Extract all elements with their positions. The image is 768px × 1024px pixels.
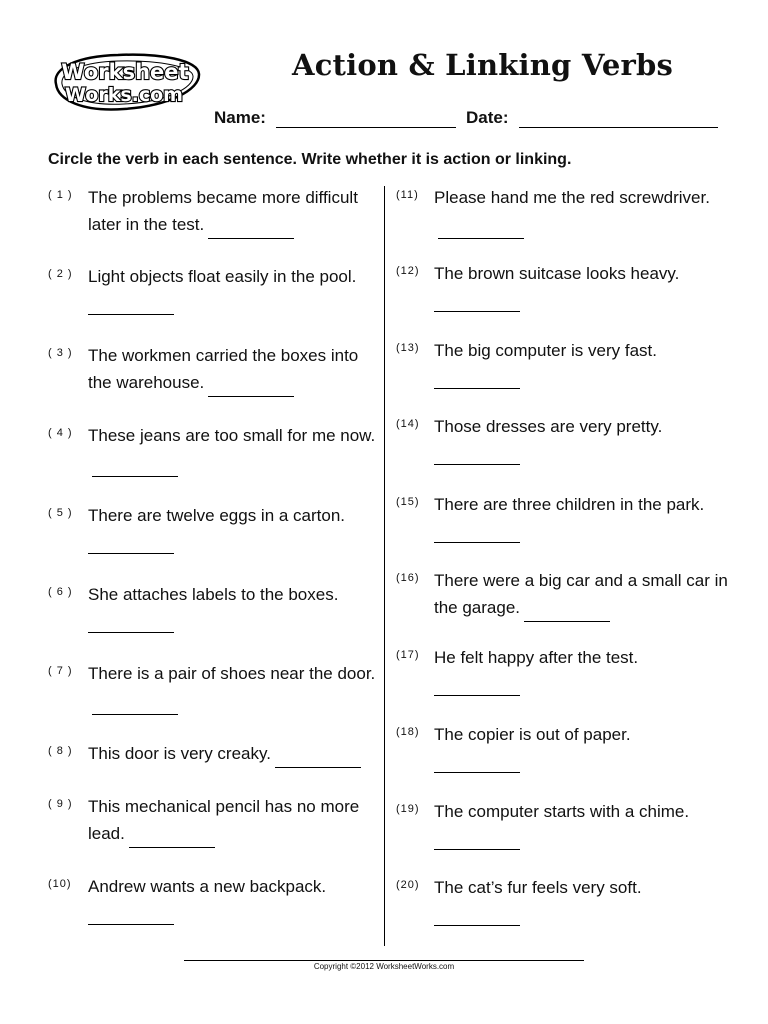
question-number: ( 6 ) bbox=[48, 586, 73, 598]
answer-blank[interactable] bbox=[275, 767, 361, 768]
worksheetworks-logo bbox=[48, 50, 202, 114]
answer-blank[interactable] bbox=[88, 924, 174, 925]
answer-blank[interactable] bbox=[92, 714, 178, 715]
question-text: The cat’s fur feels very soft. bbox=[434, 878, 642, 897]
question-number: ( 2 ) bbox=[48, 268, 73, 280]
question-number: (10) bbox=[48, 878, 72, 890]
answer-blank[interactable] bbox=[434, 311, 520, 312]
worksheet-title: Action & Linking Verbs bbox=[292, 48, 674, 82]
question-text: These jeans are too small for me now. bbox=[88, 426, 376, 445]
name-field[interactable] bbox=[276, 127, 456, 128]
answer-blank[interactable] bbox=[434, 542, 520, 543]
question-text: There are twelve eggs in a carton. bbox=[88, 506, 346, 525]
question-number: (14) bbox=[396, 418, 420, 430]
question-number: (18) bbox=[396, 726, 420, 738]
question-number: ( 5 ) bbox=[48, 507, 73, 519]
right-question-column bbox=[396, 184, 726, 944]
question-text: Please hand me the red screwdriver. bbox=[434, 188, 710, 207]
question-text: There were a big car and a small car in the garage. bbox=[434, 571, 728, 617]
question-text: Andrew wants a new backpack. bbox=[88, 877, 327, 896]
question-text: The copier is out of paper. bbox=[434, 725, 631, 744]
answer-blank[interactable] bbox=[438, 238, 524, 239]
left-question-column bbox=[48, 184, 376, 944]
answer-blank[interactable] bbox=[208, 396, 294, 397]
answer-blank[interactable] bbox=[88, 632, 174, 633]
answer-blank[interactable] bbox=[434, 388, 520, 389]
answer-blank[interactable] bbox=[434, 925, 520, 926]
instructions: Circle the verb in each sentence. Write whether it is action or linking. bbox=[48, 151, 572, 168]
question-number: (13) bbox=[396, 342, 420, 354]
question-text: The computer starts with a chime. bbox=[434, 802, 690, 821]
date-label: Date: bbox=[466, 108, 509, 127]
question-number: ( 4 ) bbox=[48, 427, 73, 439]
logo-text-top: Worksheet bbox=[61, 60, 189, 84]
answer-blank[interactable] bbox=[434, 695, 520, 696]
question-number: (20) bbox=[396, 879, 420, 891]
logo-text-bottom: Works.com bbox=[65, 84, 183, 106]
question-text: She attaches labels to the boxes. bbox=[88, 585, 339, 604]
question-text: This mechanical pencil has no more lead. bbox=[88, 797, 360, 843]
question-number: (16) bbox=[396, 572, 420, 584]
question-number: (11) bbox=[396, 189, 419, 201]
answer-blank[interactable] bbox=[524, 621, 610, 622]
question-number: (19) bbox=[396, 803, 420, 815]
answer-blank[interactable] bbox=[129, 847, 215, 848]
answer-blank[interactable] bbox=[88, 553, 174, 554]
question-text: He felt happy after the test. bbox=[434, 648, 639, 667]
question-number: ( 7 ) bbox=[48, 665, 73, 677]
question-text: Those dresses are very pretty. bbox=[434, 417, 663, 436]
question-number: ( 9 ) bbox=[48, 798, 73, 810]
question-number: (15) bbox=[396, 496, 420, 508]
question-number: ( 8 ) bbox=[48, 745, 73, 757]
question-text: This door is very creaky. bbox=[88, 744, 271, 763]
question-number: ( 3 ) bbox=[48, 347, 73, 359]
answer-blank[interactable] bbox=[88, 314, 174, 315]
answer-blank[interactable] bbox=[434, 849, 520, 850]
question-text: The big computer is very fast. bbox=[434, 341, 657, 360]
answer-blank[interactable] bbox=[208, 238, 294, 239]
question-number: (17) bbox=[396, 649, 420, 661]
answer-blank[interactable] bbox=[92, 476, 178, 477]
question-text: There is a pair of shoes near the door. bbox=[88, 664, 376, 683]
question-text: The workmen carried the boxes into the warehouse. bbox=[88, 346, 359, 392]
column-divider bbox=[384, 186, 385, 946]
footer-rule bbox=[184, 960, 584, 961]
date-field[interactable] bbox=[519, 127, 718, 128]
copyright-notice: Copyright ©2012 WorksheetWorks.com bbox=[313, 962, 455, 971]
question-text: The brown suitcase looks heavy. bbox=[434, 264, 680, 283]
question-number: (12) bbox=[396, 265, 420, 277]
answer-blank[interactable] bbox=[434, 464, 520, 465]
name-label: Name: bbox=[214, 108, 266, 127]
question-text: The problems became more difficult later in the test. bbox=[88, 188, 358, 234]
question-text: Light objects float easily in the pool. bbox=[88, 267, 357, 286]
question-text: There are three children in the park. bbox=[434, 495, 705, 514]
answer-blank[interactable] bbox=[434, 772, 520, 773]
question-number: ( 1 ) bbox=[48, 189, 73, 201]
